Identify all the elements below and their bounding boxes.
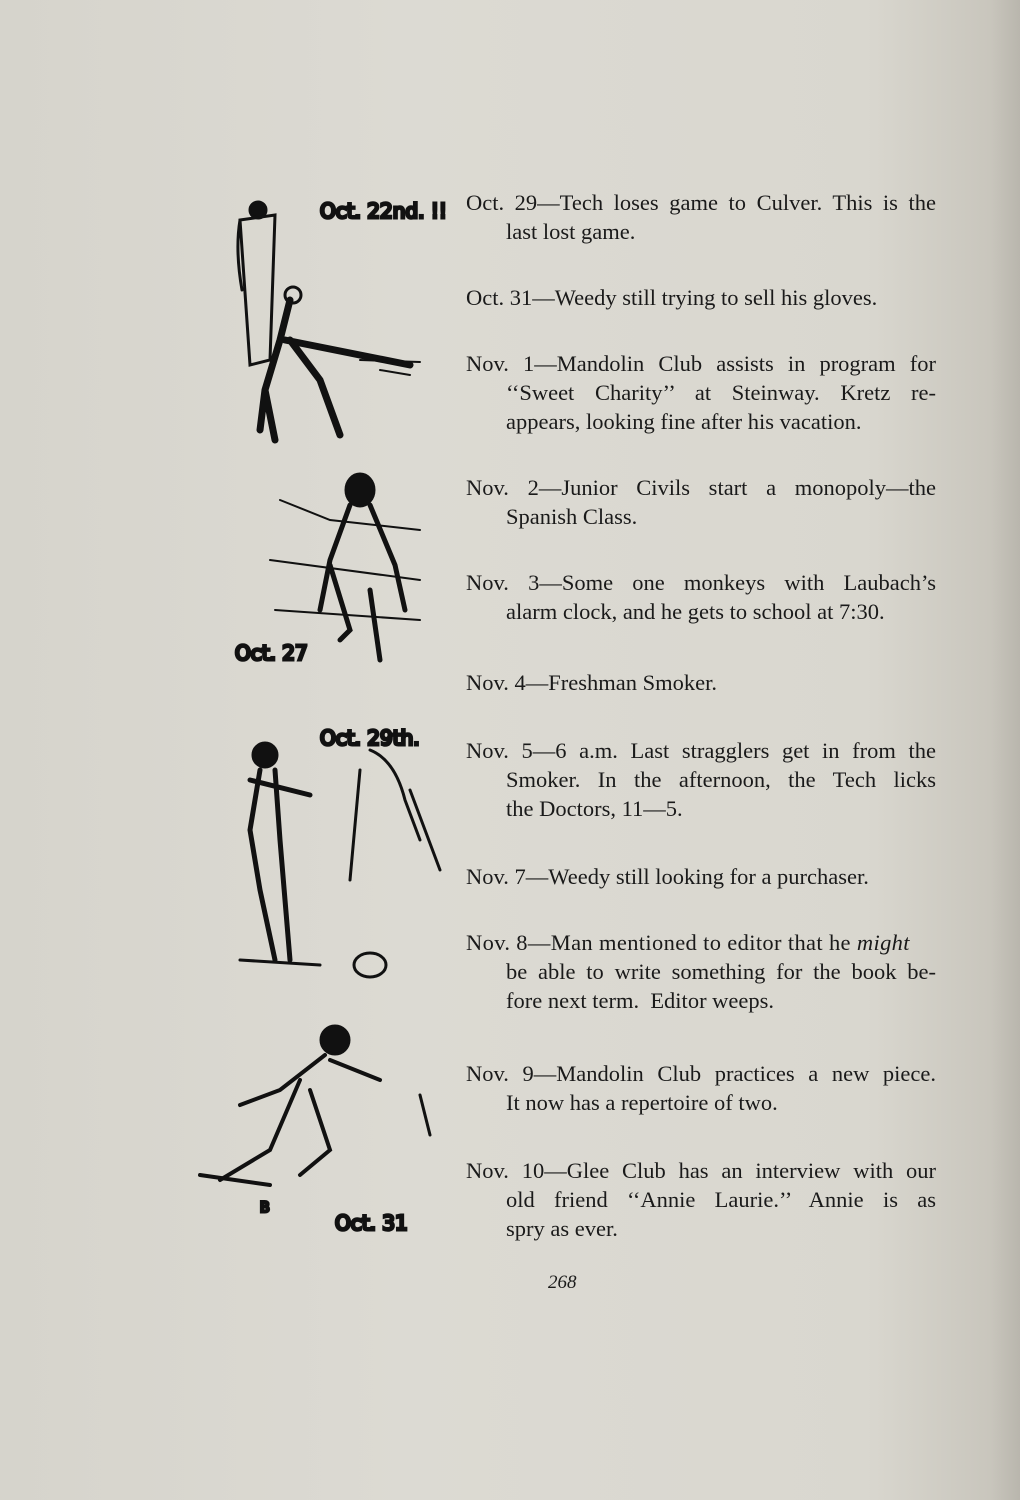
entry-nov-9 [466,1059,936,1117]
cartoon-oct-22 [238,199,447,440]
entry-oct-31 [466,283,936,312]
entry-nov-3 [466,568,936,626]
svg-text:Oct. 27: Oct. 27 [235,641,308,665]
entry-line: alarm clock, and he gets to school at 7:30. [506,599,885,624]
page-number: 268 [548,1272,577,1293]
entry-line: Spanish Class. [506,504,638,529]
entry-nov-1 [466,349,936,436]
cartoon-oct-29 [240,726,440,977]
entry-nov-7 [466,862,936,891]
entry-line: Nov. 4—Freshman Smoker. [466,670,718,695]
entry-line: Nov. 10—Glee Club has an interview with our [466,1158,936,1183]
entry-line: appears, looking fine after his vacation. [506,409,862,434]
entry-line [466,928,936,957]
svg-text:Oct. 22nd. !!: Oct. 22nd. !! [320,199,447,223]
entry-line: Nov. 3—Some one monkeys with Laubach’s [466,570,936,595]
entry-line: It now has a repertoire of two. [506,1090,778,1115]
entry-line: fore next term. Editor weeps. [506,988,775,1013]
entry-nov-8 [466,928,936,1015]
entry-nov-2 [466,473,936,531]
entry-line: Nov. 9—Mandolin Club practices a new piece. [466,1061,936,1086]
emphasis-text: might [856,930,910,955]
svg-text:B: B [260,1200,270,1216]
entry-oct-29 [466,188,936,246]
entry-nov-4 [466,668,936,697]
entry-line: the Doctors, 11—5. [506,796,683,821]
entry-line: ‘‘Sweet Charity’’ at Steinway. Kretz re- [506,380,936,405]
entry-line: Smoker. In the afternoon, the Tech licks [506,767,936,792]
svg-text:Oct. 31: Oct. 31 [335,1211,408,1235]
entry-line: Oct. 29—Tech loses game to Culver. This is the [466,190,936,215]
entry-line: spry as ever. [506,1216,618,1241]
cartoon-oct-27 [235,474,420,665]
entry-line: Nov. 7—Weedy still looking for a purchaser. [466,864,869,889]
svg-text:Oct. 29th.: Oct. 29th. [320,726,420,750]
entry-line: last lost game. [506,219,636,244]
entry-line: be able to write something for the book be- [506,959,936,984]
entry-line: old friend ‘‘Annie Laurie.’’ Annie is as [506,1187,936,1212]
entry-text: Nov. 8—Man mentioned to editor that he [466,930,857,955]
entry-line: Nov. 1—Mandolin Club assists in program for [466,351,936,376]
entry-line: Oct. 31—Weedy still trying to sell his gloves. [466,285,878,310]
cartoon-illustrations [180,190,460,1250]
entry-nov-10 [466,1156,936,1243]
entry-nov-5 [466,736,936,823]
entry-line: Nov. 5—6 a.m. Last stragglers get in from the [466,738,936,763]
cartoon-oct-31 [200,1026,430,1235]
entry-line: Nov. 2—Junior Civils start a monopoly—the [466,475,936,500]
